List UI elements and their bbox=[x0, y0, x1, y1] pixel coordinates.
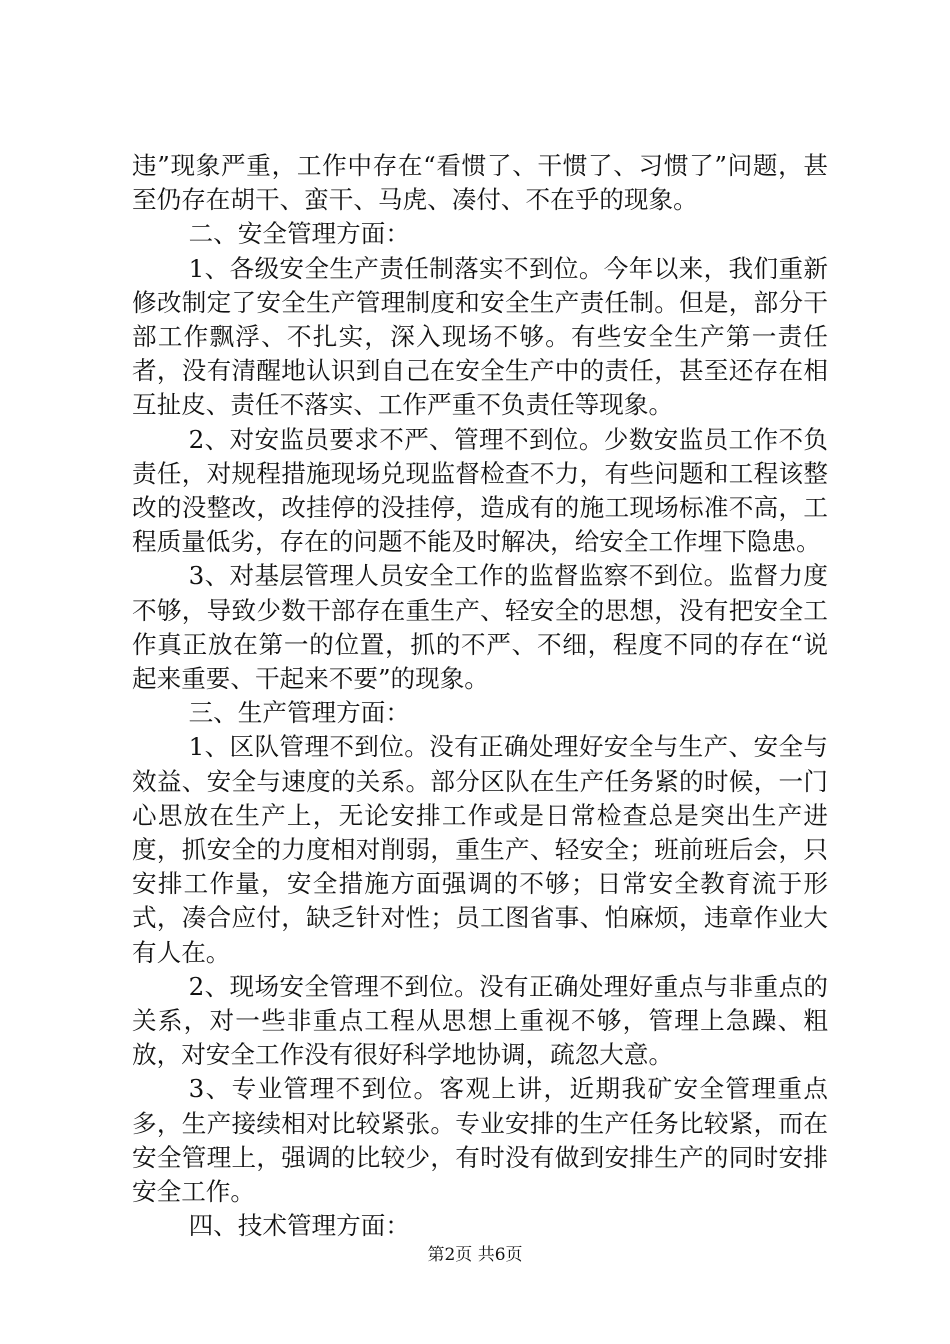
paragraph: 2、现场安全管理不到位。没有正确处理好重点与非重点的关系，对一些非重点工程从思想上重视不够，管理上急躁、粗放，对安全工作没有很好科学地协调，疏忽大意。 bbox=[132, 971, 828, 1070]
paragraph: 3、专业管理不到位。客观上讲，近期我矿安全管理重点多，生产接续相对比较紧张。专业安排的生产任务比较紧，而在安全管理上，强调的比较少，有时没有做到安排生产的同时安排安全工作。 bbox=[132, 1074, 828, 1207]
document-body bbox=[132, 149, 828, 1244]
page-number-footer: 第2页 共6页 bbox=[427, 1245, 523, 1265]
paragraph: 1、各级安全生产责任制落实不到位。今年以来，我们重新修改制定了安全生产管理制度和安全生产责任制。但是，部分干部工作飘浮、不扎实，深入现场不够。有些安全生产第一责任者，没有清醒地认识到自己在安全生产中的责任，甚至还存在相互扯皮、责任不落实、工作严重不负责任等现象。 bbox=[132, 253, 828, 420]
section-heading-safety: 二、安全管理方面： bbox=[188, 219, 410, 249]
paragraph: 3、对基层管理人员安全工作的监督监察不到位。监督力度不够，导致少数干部存在重生产、轻安全的思想，没有把安全工作真正放在第一的位置，抓的不严、不细，程度不同的存在“说起来重要、干起来不要”的现象。 bbox=[132, 561, 828, 694]
paragraph: 1、区队管理不到位。没有正确处理好安全与生产、安全与效益、安全与速度的关系。部分区队在生产任务紧的时候，一门心思放在生产上，无论安排工作或是日常检查总是突出生产进度，抓安全的力度相对削弱，重生产、轻安全；班前班后会，只安排工作量，安全措施方面强调的不够；日常安全教育流于形式，凑合应付，缺乏针对性；员工图省事、怕麻烦，违章作业大有人在。 bbox=[132, 732, 828, 967]
paragraph: 2、对安监员要求不严、管理不到位。少数安监员工作不负责任，对规程措施现场兑现监督检查不力，有些问题和工程该整改的没整改，改挂停的没挂停，造成有的施工现场标准不高，工程质量低劣，存在的问题不能及时解决，给安全工作埋下隐患。 bbox=[132, 424, 828, 557]
paragraph: 违”现象严重，工作中存在“看惯了、干惯了、习惯了”问题，甚至仍存在胡干、蛮干、马虎、凑付、不在乎的现象。 bbox=[132, 151, 828, 215]
section-heading-production: 三、生产管理方面： bbox=[188, 698, 410, 728]
section-heading-technical: 四、技术管理方面： bbox=[188, 1211, 410, 1241]
